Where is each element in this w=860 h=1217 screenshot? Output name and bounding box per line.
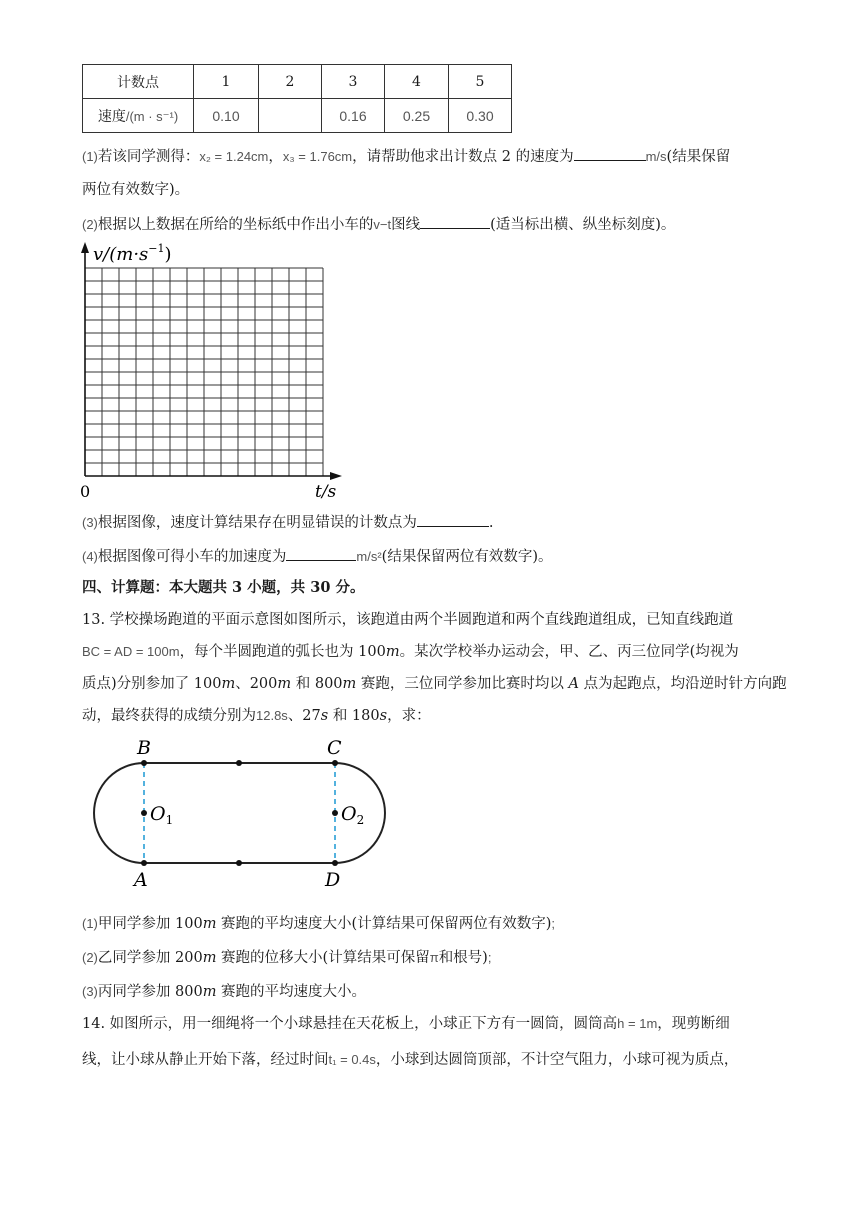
time-12-8: 12.8s [256, 708, 288, 723]
unit-m: m [277, 676, 292, 692]
p13-l3-b: 、200 [235, 676, 278, 692]
question-3 [82, 512, 494, 533]
question-3-end: . [488, 515, 494, 531]
p14-l2-b: ，小球到达圆筒顶部，不计空气阻力，小球可视为质点， [375, 1052, 739, 1068]
point-a [141, 860, 147, 866]
answer-blank-3[interactable] [417, 512, 489, 527]
bc-ad-length: BC = AD = 100m [82, 644, 180, 659]
table-cell-speed-1: 0.10 [194, 99, 259, 133]
question-2-text-c: (适当标出横、纵坐标刻度)。 [490, 217, 676, 233]
speed-data-table [82, 64, 512, 133]
label-b: B [137, 737, 151, 759]
question-2-text-a: 根据以上数据在所给的坐标纸中作出小车的 [97, 217, 374, 233]
vt-symbol: v−t [373, 217, 392, 232]
separator: ， [268, 149, 283, 165]
x-axis-arrow-icon [330, 472, 342, 480]
x-axis-label: t/s [315, 482, 337, 502]
p14-l2-a: 线，让小球从静止开始下落，经过时间 [82, 1052, 329, 1068]
sub-3-b: 赛跑的平均速度大小。 [216, 984, 367, 1000]
time-value: t₁ = 0.4s [328, 1052, 376, 1067]
problem-13-sub-1 [82, 914, 555, 934]
sub-2-number: (2) [82, 950, 98, 965]
table-cell-speed-5: 0.30 [449, 99, 512, 133]
sub-1-b: 赛跑的平均速度大小(计算结果可保留两位有效数字) [216, 916, 552, 932]
sub-1-a: 甲同学参加 100 [97, 916, 203, 932]
sub-2-end: ; [487, 950, 492, 965]
point-a-ref: A [568, 676, 579, 692]
unit-m: m [202, 984, 217, 1000]
p13-l3-a: 质点)分别参加了 100 [82, 676, 222, 692]
answer-blank-2[interactable] [420, 214, 490, 229]
problem-13-sub-2 [82, 948, 491, 968]
graph-grid [85, 268, 323, 476]
problem-13-line-4 [82, 706, 431, 726]
table-cell-speed-4: 0.25 [385, 99, 449, 133]
y-axis-label: $v/(m\cdot s^{-1})$ [93, 242, 172, 265]
unit-m: m [202, 950, 217, 966]
section-4-heading: 四、计算题：本大题共 3 小题，共 30 分。 [82, 579, 365, 596]
problem-13-line-1: 13. 学校操场跑道的平面示意图如图所示，该跑道由两个半圆跑道和两个直线跑道组成，已知直线跑道 [82, 612, 734, 628]
accel-unit: m/s² [356, 549, 382, 564]
question-4-text-b: (结果保留两位有效数字)。 [381, 549, 553, 565]
height-value: h = 1m [617, 1016, 658, 1031]
center-o2 [332, 810, 338, 816]
p14-l1-a: 14. 如图所示，用一细绳将一个小球悬挂在天花板上，小球正下方有一圆筒，圆筒高 [82, 1016, 618, 1032]
center-o1 [141, 810, 147, 816]
point-b [141, 760, 147, 766]
table-row-count-points [83, 65, 512, 99]
p13-l4-d: ，求： [387, 708, 431, 724]
problem-14-line-1 [82, 1014, 730, 1034]
unit-m: m [221, 676, 236, 692]
p13-l4-c: 和 180 [328, 708, 380, 724]
answer-blank-1[interactable] [574, 146, 646, 161]
point-c [332, 760, 338, 766]
speed-unit: /(m · s⁻¹) [125, 108, 179, 124]
label-a: A [134, 869, 148, 891]
question-1-line-1 [82, 146, 730, 167]
table-cell-speed-2 [259, 99, 322, 133]
sub-2-b: 赛跑的位移大小(计算结果可保留 [216, 950, 430, 966]
problem-13-line-2 [82, 642, 739, 662]
p13-l3-d: 赛跑，三位同学参加比赛时均以 [356, 676, 569, 692]
question-2 [82, 214, 675, 235]
p13-l4-b: 、27 [287, 708, 321, 724]
point-d [332, 860, 338, 866]
unit-s: s [379, 708, 388, 724]
table-cell-point-5: 5 [449, 65, 512, 99]
sub-3-number: (3) [82, 984, 98, 999]
table-cell-point-2: 2 [259, 65, 322, 99]
question-1-text-a: 若该同学测得： [97, 149, 200, 165]
x3-value: x₃ = 1.76cm [282, 149, 353, 164]
answer-blank-4[interactable] [286, 546, 356, 561]
x2-value: x₂ = 1.24cm [199, 149, 269, 164]
question-4-number: (4) [82, 549, 98, 564]
sub-2-c: 和根号) [438, 950, 488, 966]
question-1-text-c: (结果保留 [666, 149, 731, 165]
sub-3-a: 丙同学参加 800 [97, 984, 203, 1000]
unit-s: s [320, 708, 329, 724]
problem-13-sub-3 [82, 982, 366, 1002]
sub-2-a: 乙同学参加 200 [97, 950, 203, 966]
label-c: C [327, 737, 342, 759]
midpoint-top [236, 760, 242, 766]
table-cell-speed-3: 0.16 [322, 99, 385, 133]
p13-text-b: ，每个半圆跑道的弧长也为 100 [179, 644, 386, 660]
p13-l4-a: 动，最终获得的成绩分别为 [82, 708, 256, 724]
speed-label: 速度 [97, 108, 126, 125]
table-cell-point-1: 1 [194, 65, 259, 99]
speed-unit-ms: m/s [645, 149, 667, 164]
table-cell-point-3: 3 [322, 65, 385, 99]
label-o1: $O_1$ [150, 803, 174, 827]
question-1-line-2: 两位有效数字)。 [82, 182, 190, 198]
vt-graph-paper [72, 238, 362, 502]
question-1-text-b: ，请帮助他求出计数点 2 的速度为 [352, 149, 574, 165]
y-axis-arrow-icon [81, 242, 89, 253]
p13-text-c: 。某次学校举办运动会，甲、乙、丙三位同学(均视为 [399, 644, 739, 660]
unit-m: m [202, 916, 217, 932]
p14-l1-b: ，现剪断细 [657, 1016, 730, 1032]
table-cell-point-4: 4 [385, 65, 449, 99]
midpoint-bottom [236, 860, 242, 866]
label-o2: $O_2$ [341, 803, 365, 827]
table-header-speed [83, 99, 194, 133]
p13-l3-c: 和 800 [291, 676, 343, 692]
table-row-speeds [83, 99, 512, 133]
question-3-number: (3) [82, 515, 98, 530]
unit-m: m [385, 644, 400, 660]
question-4 [82, 546, 553, 567]
question-4-text-a: 根据图像可得小车的加速度为 [97, 549, 287, 565]
sub-1-end: ; [551, 916, 555, 931]
question-3-text: 根据图像，速度计算结果存在明显错误的计数点为 [97, 515, 417, 531]
sub-1-number: (1) [82, 916, 98, 931]
problem-13-line-3 [82, 674, 787, 694]
question-1-number: (1) [82, 149, 98, 164]
unit-m: m [342, 676, 357, 692]
label-d: D [325, 869, 341, 891]
pi-symbol: π [429, 950, 439, 965]
table-header-count-point: 计数点 [83, 65, 194, 99]
question-2-number: (2) [82, 217, 98, 232]
track-diagram [82, 732, 402, 892]
question-2-text-b: 图线 [391, 217, 421, 233]
problem-14-line-2 [82, 1050, 738, 1070]
p13-l3-e: 点为起跑点，均沿逆时针方向跑 [579, 676, 787, 692]
origin-label: 0 [80, 482, 91, 501]
